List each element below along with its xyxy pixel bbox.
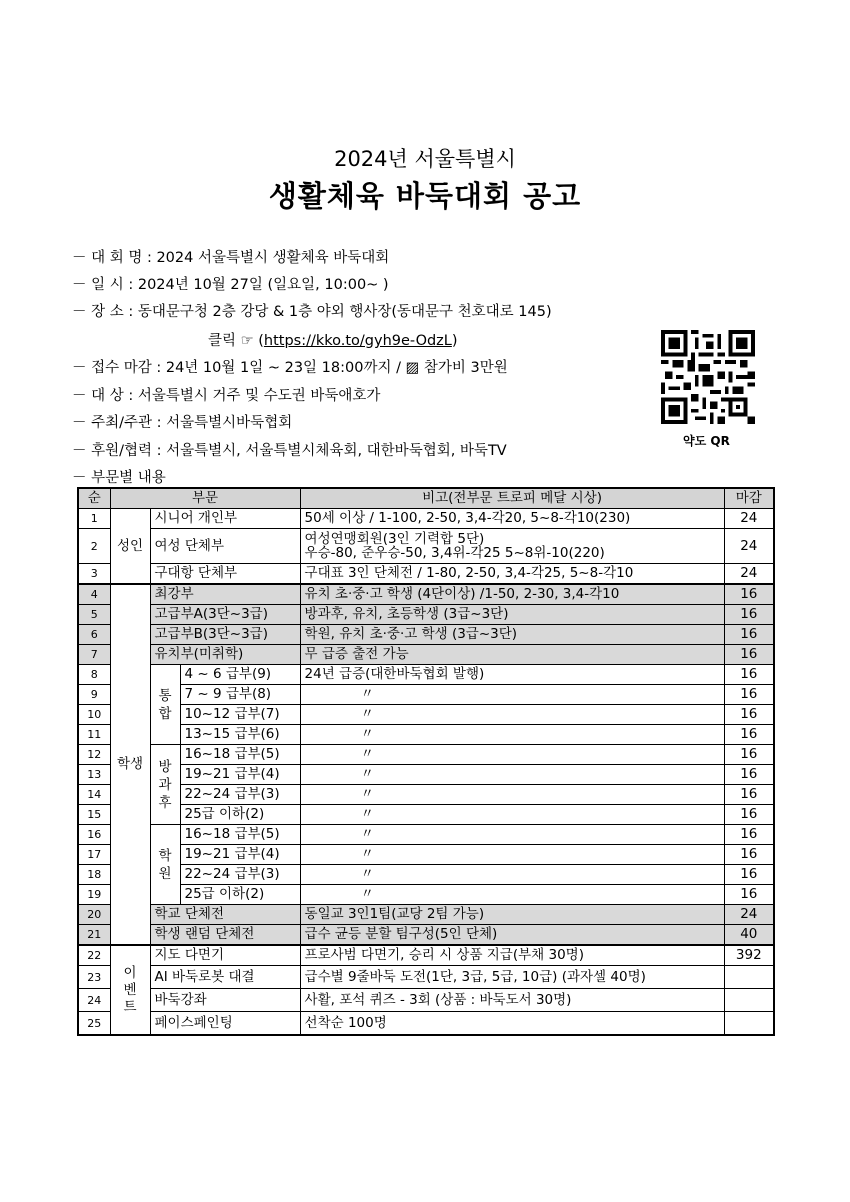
table-row — [78, 584, 774, 605]
row-deadline: 16 — [724, 605, 774, 625]
qr-code-icon[interactable] — [661, 330, 755, 424]
row-division: 13~15 급부(6) — [180, 725, 300, 745]
row-no: 19 — [78, 885, 110, 905]
info-sponsor — [72, 439, 507, 460]
info-map-link-line — [208, 329, 458, 350]
info-value: 24년 10월 1일 ~ 23일 18:00까지 / ▨ 참가비 3만원 — [165, 360, 508, 376]
row-division: 25급 이하(2) — [180, 885, 300, 905]
subgroup-label: 방 과 후 — [158, 758, 172, 811]
row-deadline: 16 — [724, 765, 774, 785]
row-division: 고급부B(3단~3급) — [150, 625, 300, 645]
row-no: 10 — [78, 705, 110, 725]
qr-label: 약도 QR — [683, 434, 730, 448]
table-row — [78, 685, 774, 705]
info-value: 클릭 ☞ ( — [208, 333, 264, 349]
division-table — [77, 487, 775, 1036]
group-event-label: 이벤트 — [123, 964, 137, 1015]
row-no: 12 — [78, 745, 110, 765]
row-no: 18 — [78, 865, 110, 885]
row-no: 14 — [78, 785, 110, 805]
subgroup-hagwon — [150, 825, 180, 905]
table-row — [78, 1012, 774, 1036]
info-key: － 대 회 명 : — [72, 250, 152, 266]
info-key: － 대 상 : — [72, 388, 134, 404]
table-row — [78, 564, 774, 585]
table-row — [78, 665, 774, 685]
row-division: AI 바둑로봇 대결 — [150, 966, 300, 989]
row-division: 10~12 급부(7) — [180, 705, 300, 725]
row-division: 16~18 급부(5) — [180, 745, 300, 765]
row-note: 〃 — [300, 845, 724, 865]
table-row — [78, 865, 774, 885]
table-row — [78, 925, 774, 946]
row-note: 〃 — [300, 825, 724, 845]
map-link[interactable]: https://kko.to/gyh9e-OdzL — [263, 333, 452, 349]
row-no: 21 — [78, 925, 110, 946]
info-value: 2024 서울특별시 생활체육 바둑대회 — [156, 250, 390, 266]
row-note: 사활, 포석 퀴즈 - 3회 (상품 : 바둑도서 30명) — [300, 989, 724, 1012]
table-row — [78, 825, 774, 845]
row-deadline — [724, 989, 774, 1012]
row-division: 22~24 급부(3) — [180, 785, 300, 805]
row-no: 2 — [78, 529, 110, 564]
row-division: 여성 단체부 — [150, 529, 300, 564]
row-deadline: 24 — [724, 509, 774, 529]
row-division: 7 ~ 9 급부(8) — [180, 685, 300, 705]
row-note: 동일교 3인1팀(교당 2팀 가능) — [300, 905, 724, 925]
row-no: 4 — [78, 584, 110, 605]
row-no: 17 — [78, 845, 110, 865]
info-host — [72, 411, 292, 432]
row-deadline: 24 — [724, 529, 774, 564]
row-deadline: 16 — [724, 705, 774, 725]
row-deadline: 16 — [724, 665, 774, 685]
row-division: 학교 단체전 — [150, 905, 300, 925]
row-no: 8 — [78, 665, 110, 685]
table-row — [78, 785, 774, 805]
row-note: 〃 — [300, 865, 724, 885]
row-no: 25 — [78, 1012, 110, 1036]
row-note: 프로사범 다면기, 승리 시 상품 지급(부채 30명) — [300, 945, 724, 966]
title-year: 2024년 서울특별시 — [334, 147, 516, 171]
row-no: 16 — [78, 825, 110, 845]
row-note: 〃 — [300, 765, 724, 785]
info-deadline — [72, 356, 508, 377]
row-no: 9 — [78, 685, 110, 705]
header-no: 순 — [78, 488, 110, 509]
table-row — [78, 945, 774, 966]
table-row — [78, 989, 774, 1012]
row-division: 19~21 급부(4) — [180, 845, 300, 865]
row-note: 급수 균등 분할 팀구성(5인 단체) — [300, 925, 724, 946]
table-row — [78, 966, 774, 989]
row-deadline: 392 — [724, 945, 774, 966]
table-row — [78, 605, 774, 625]
header-deadline: 마감 — [724, 488, 774, 509]
row-note: 〃 — [300, 785, 724, 805]
row-no: 11 — [78, 725, 110, 745]
row-deadline: 16 — [724, 685, 774, 705]
row-no: 5 — [78, 605, 110, 625]
row-deadline: 16 — [724, 885, 774, 905]
info-value: 서울특별시바둑협회 — [166, 415, 293, 431]
info-key: － 접수 마감 : — [72, 360, 162, 376]
group-adult: 성인 — [110, 509, 150, 585]
row-no: 23 — [78, 966, 110, 989]
info-event-name — [72, 246, 389, 267]
row-division: 시니어 개인부 — [150, 509, 300, 529]
row-deadline: 16 — [724, 625, 774, 645]
info-key: － 부문별 내용 — [72, 470, 166, 486]
row-deadline: 16 — [724, 645, 774, 665]
row-division: 지도 다면기 — [150, 945, 300, 966]
row-note: 학원, 유치 초·중·고 학생 (3급~3단) — [300, 625, 724, 645]
subgroup-banggwahu — [150, 745, 180, 825]
subgroup-label: 통 합 — [158, 687, 172, 722]
row-no: 24 — [78, 989, 110, 1012]
row-note: 급수별 9줄바둑 도전(1단, 3급, 5급, 10급) (과자셀 40명) — [300, 966, 724, 989]
row-note-cell — [300, 529, 724, 564]
info-key: － 주최/주관 : — [72, 415, 162, 431]
row-note: 〃 — [300, 885, 724, 905]
subgroup-label: 학 원 — [158, 847, 172, 882]
row-deadline: 16 — [724, 805, 774, 825]
row-note: 선착순 100명 — [300, 1012, 724, 1036]
header-division: 부문 — [110, 488, 300, 509]
row-division: 25급 이하(2) — [180, 805, 300, 825]
table-row — [78, 645, 774, 665]
row-note: 방과후, 유치, 초등학생 (3급~3단) — [300, 605, 724, 625]
table-row — [78, 705, 774, 725]
row-deadline: 16 — [724, 745, 774, 765]
header-note: 비고(전부문 트로피 메달 시상) — [300, 488, 724, 509]
link-close: ) — [451, 333, 458, 349]
row-division: 19~21 급부(4) — [180, 765, 300, 785]
row-division: 고급부A(3단~3급) — [150, 605, 300, 625]
row-note: 〃 — [300, 745, 724, 765]
info-key: － 장 소 : — [72, 304, 134, 320]
row-note-2: 우승-80, 준우승-50, 3,4위-각25 5~8위-10(220) — [304, 545, 605, 561]
row-note: 50세 이상 / 1-100, 2-50, 3,4-각20, 5~8-각10(230) — [300, 509, 724, 529]
info-venue — [72, 300, 552, 321]
info-divisions-heading — [72, 466, 166, 487]
row-deadline: 40 — [724, 925, 774, 946]
row-no: 15 — [78, 805, 110, 825]
row-deadline — [724, 1012, 774, 1036]
row-no: 1 — [78, 509, 110, 529]
row-division: 페이스페인팅 — [150, 1012, 300, 1036]
row-division: 학생 랜덤 단체전 — [150, 925, 300, 946]
table-row — [78, 905, 774, 925]
row-note: 무 급증 출전 가능 — [300, 645, 724, 665]
row-note: 〃 — [300, 685, 724, 705]
row-no: 13 — [78, 765, 110, 785]
row-deadline: 16 — [724, 865, 774, 885]
row-division: 바둑강좌 — [150, 989, 300, 1012]
table-row — [78, 529, 774, 564]
table-row — [78, 509, 774, 529]
row-deadline: 16 — [724, 845, 774, 865]
row-deadline: 24 — [724, 564, 774, 585]
group-student: 학생 — [110, 584, 150, 945]
row-division: 4 ~ 6 급부(9) — [180, 665, 300, 685]
row-note: 여성연맹회원(3인 기력합 5단) — [304, 531, 485, 547]
info-date — [72, 273, 389, 294]
table-row — [78, 765, 774, 785]
row-division: 구대항 단체부 — [150, 564, 300, 585]
row-note: 24년 급증(대한바둑협회 발행) — [300, 665, 724, 685]
row-no: 3 — [78, 564, 110, 585]
page-title: 생활체육 바둑대회 공고 — [268, 179, 582, 213]
row-deadline: 16 — [724, 785, 774, 805]
row-note: 〃 — [300, 805, 724, 825]
row-deadline: 16 — [724, 725, 774, 745]
table-row — [78, 625, 774, 645]
subgroup-tonghap — [150, 665, 180, 745]
row-note: 〃 — [300, 725, 724, 745]
info-target — [72, 384, 380, 405]
row-note: 유치 초·중·고 학생 (4단이상) /1-50, 2-30, 3,4-각10 — [300, 584, 724, 605]
table-row — [78, 885, 774, 905]
info-value: 2024년 10월 27일 (일요일, 10:00~ ) — [137, 277, 389, 293]
row-no: 22 — [78, 945, 110, 966]
info-key: － 후원/협력 : — [72, 443, 162, 459]
group-event — [110, 945, 150, 1035]
row-note: 〃 — [300, 705, 724, 725]
table-row — [78, 845, 774, 865]
row-no: 20 — [78, 905, 110, 925]
table-row — [78, 745, 774, 765]
row-division: 유치부(미취학) — [150, 645, 300, 665]
info-key: － 일 시 : — [72, 277, 134, 293]
table-header-row — [78, 488, 774, 509]
row-deadline: 16 — [724, 825, 774, 845]
info-value: 서울특별시, 서울특별시체육회, 대한바둑협회, 바둑TV — [166, 443, 507, 459]
row-deadline: 16 — [724, 584, 774, 605]
table-row — [78, 725, 774, 745]
row-no: 7 — [78, 645, 110, 665]
row-division: 최강부 — [150, 584, 300, 605]
row-division: 16~18 급부(5) — [180, 825, 300, 845]
info-value: 동대문구청 2층 강당 & 1층 야외 행사장(동대문구 천호대로 145) — [137, 304, 552, 320]
info-value: 서울특별시 거주 및 수도권 바둑애호가 — [137, 388, 381, 404]
row-division: 22~24 급부(3) — [180, 865, 300, 885]
row-note: 구대표 3인 단체전 / 1-80, 2-50, 3,4-각25, 5~8-각10 — [300, 564, 724, 585]
row-deadline — [724, 966, 774, 989]
row-no: 6 — [78, 625, 110, 645]
row-deadline: 24 — [724, 905, 774, 925]
table-row — [78, 805, 774, 825]
